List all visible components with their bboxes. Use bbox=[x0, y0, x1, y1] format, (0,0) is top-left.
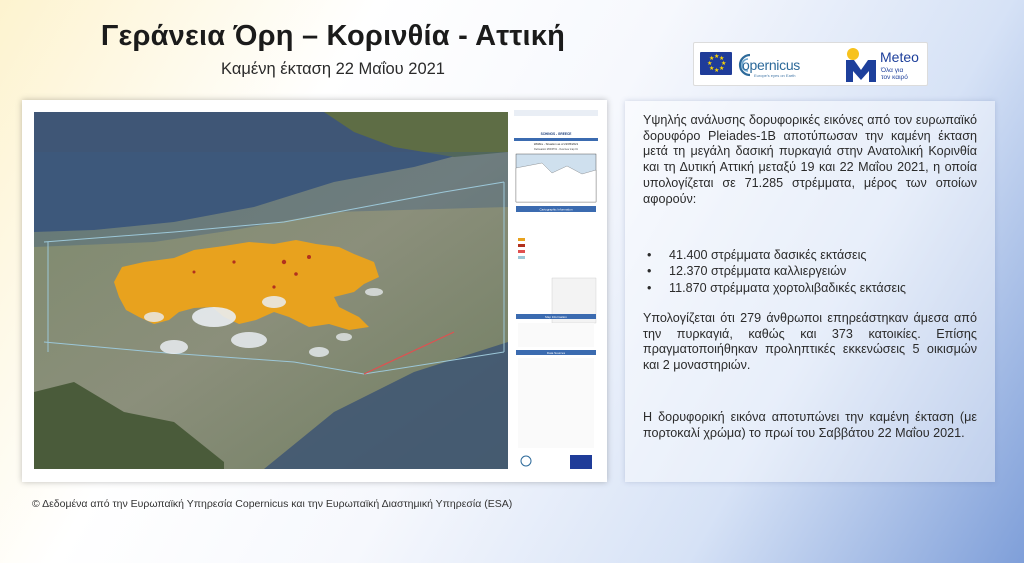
meteo-tagline bbox=[881, 67, 908, 81]
map-legend-panel bbox=[512, 108, 600, 474]
legend-title-3: Delineation MONIT01 - Overview map 01 bbox=[534, 148, 578, 151]
satellite-map bbox=[22, 100, 607, 482]
info-paragraph-3: Η δορυφορική εικόνα αποτυπώνει την καμένη έκταση (με πορτοκαλί χρώμα) το πρωί του Σαββάτου 22 Μαΐου 2021. bbox=[643, 410, 977, 440]
meteo-tagline-line-1: Όλα για bbox=[881, 67, 904, 74]
info-panel bbox=[625, 101, 995, 482]
list-item: • 11.870 στρέμματα χορτολιβαδικές εκτάσεις bbox=[645, 281, 979, 297]
partner-logos bbox=[693, 42, 928, 86]
meteo-tagline-line-2: τον καιρό bbox=[881, 74, 908, 81]
page-subtitle: Καμένη έκταση 22 Μαΐου 2021 bbox=[221, 60, 445, 78]
map-graphic bbox=[34, 112, 508, 469]
copernicus-tagline: Europe's eyes on Earth bbox=[754, 73, 796, 78]
info-paragraph-2: Υπολογίζεται ότι 279 άνθρωποι επηρεάστηκαν άμεσα από την πυρκαγιά, καθώς και 373 κατοικίες. Επίσης πραγματοποιήθηκαν προληπτικές εκκενώσεις 5 οικισμών και 2 μοναστηριών. bbox=[643, 311, 977, 373]
legend-title-1: SCHINOS - GREECE bbox=[540, 132, 572, 136]
legend-section-map-info: Map Information bbox=[545, 315, 567, 319]
meteo-logo-icon bbox=[844, 46, 878, 84]
legend-title-2: Wildfire - Situation as of 22/05/2021 bbox=[533, 142, 579, 146]
meteo-wordmark: Meteo bbox=[880, 49, 919, 65]
legend-section-data-sources: Data Sources bbox=[546, 351, 566, 355]
legend-section-cartographic: Cartographic Information bbox=[539, 207, 573, 212]
eu-flag-icon: ★ ★ ★ ★ ★ ★ ★ ★ bbox=[700, 52, 732, 75]
copernicus-wordmark: opernicus bbox=[742, 57, 801, 73]
map-image bbox=[34, 112, 508, 469]
info-paragraph-1: Υψηλής ανάλυσης δορυφορικές εικόνες από τον ευρωπαϊκό δορυφόρο Pleiades-1B αποτύπωσαν την καμένη έκταση μετά τη μεγάλη δασική πυρκαγιά στην Ανατολική Κορινθία και τη Δυτική Αττική μεταξύ 19 και 22 Μαΐου 2021, η οποία υπολογίζεται σε 71.285 στρέμματα, μέρος των οποίων αφορούν: bbox=[643, 113, 977, 206]
legend-graphic bbox=[512, 108, 600, 474]
list-item: • 12.370 στρέμματα καλλιεργειών bbox=[645, 264, 979, 280]
page-title: Γεράνεια Όρη – Κορινθία - Αττική bbox=[100, 20, 566, 52]
info-bullet-list bbox=[645, 248, 979, 297]
credit-footer: © Δεδομένα από την Ευρωπαϊκή Υπηρεσία Copernicus και την Ευρωπαϊκή Διαστημική Υπηρεσία (ESA) bbox=[32, 498, 513, 510]
list-item: • 41.400 στρέμματα δασικές εκτάσεις bbox=[645, 248, 979, 264]
